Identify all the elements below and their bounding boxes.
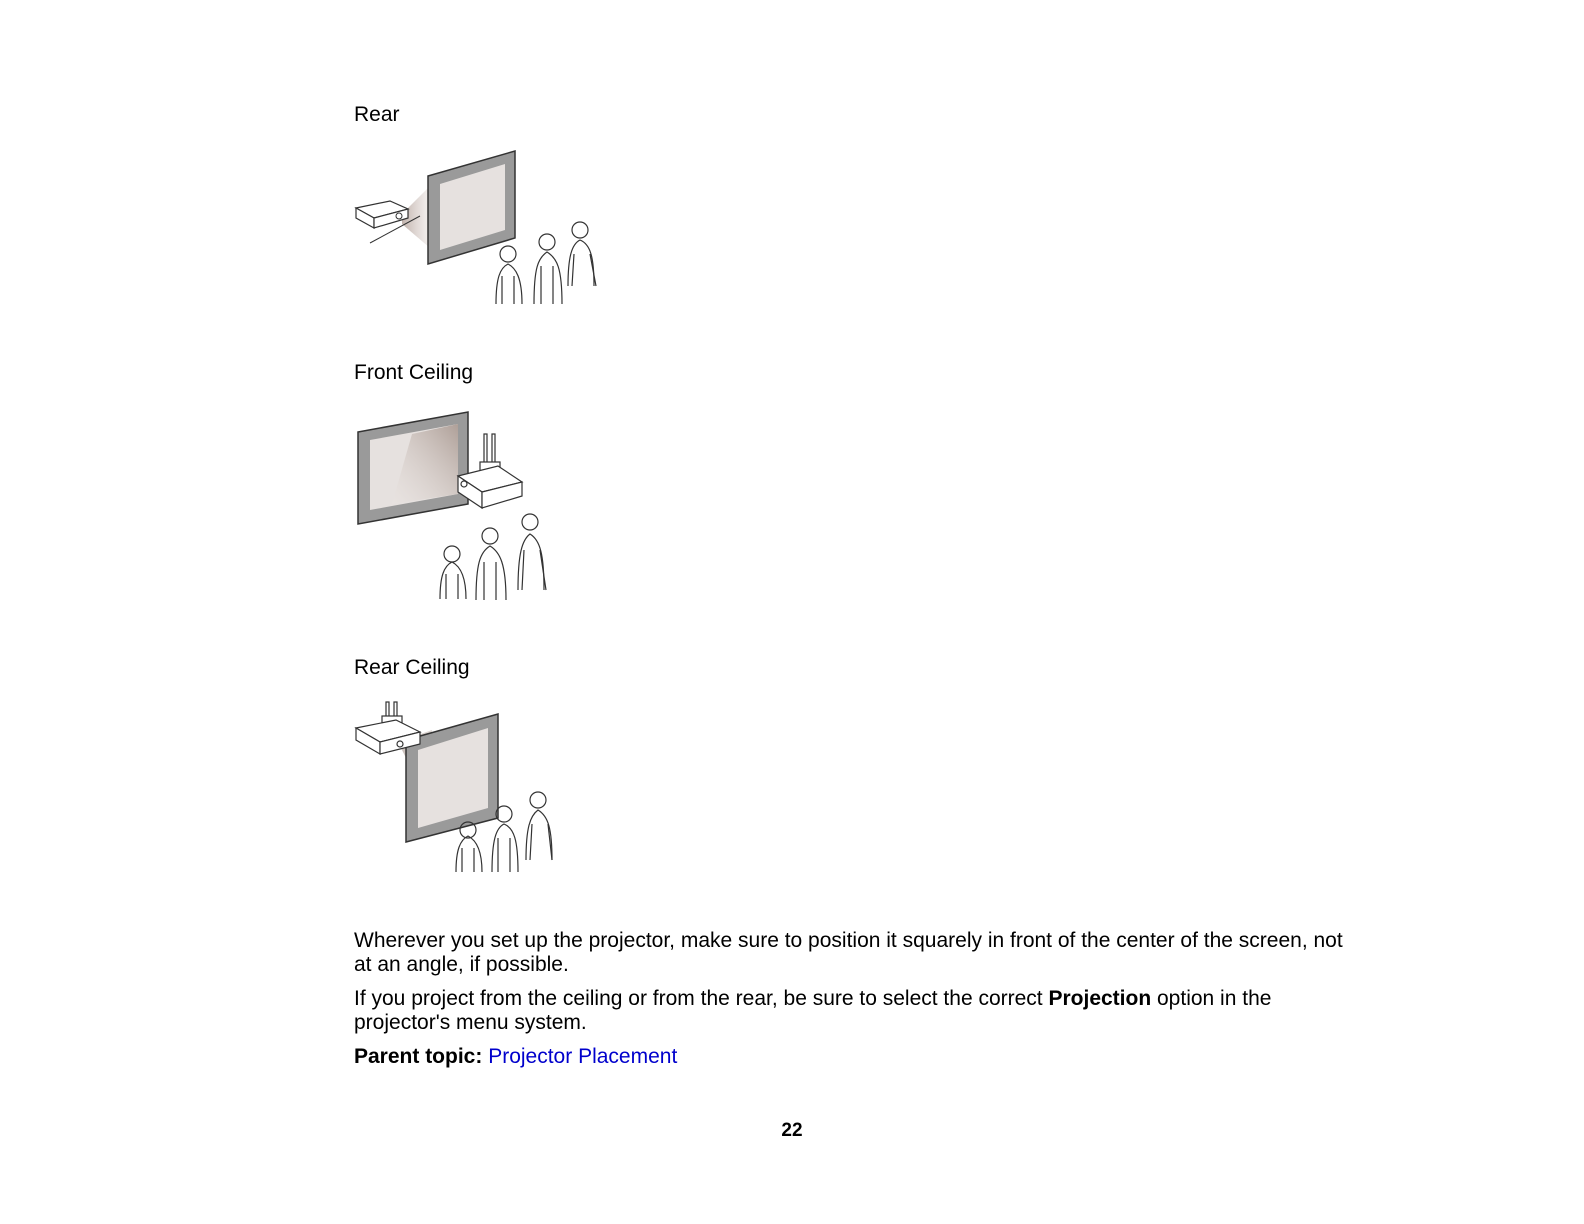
paragraph-text-before: If you project from the ceiling or from the rear, be sure to select the correct	[354, 987, 1049, 1010]
section-heading-rear-ceiling: Rear Ceiling	[354, 656, 470, 679]
rear-projection-illustration	[352, 146, 612, 311]
projector-icon	[356, 201, 408, 228]
section-heading-rear: Rear	[354, 103, 400, 126]
projector-placement-link[interactable]: Projector Placement	[488, 1045, 678, 1068]
front-ceiling-projection-illustration	[352, 404, 552, 604]
paragraph-position-advice: Wherever you set up the projector, make sure to position it squarely in front of the center of the screen, not at an angle, if possible.	[354, 929, 1343, 976]
audience-icon	[440, 514, 546, 600]
page-number: 22	[781, 1120, 803, 1141]
paragraph-text-after: option in the projector's menu system.	[354, 987, 1272, 1034]
paragraph-projection-setting	[354, 987, 1354, 1035]
projection-option-name: Projection	[1048, 987, 1152, 1010]
parent-topic	[354, 1045, 1354, 1069]
rear-ceiling-projection-illustration	[352, 700, 557, 880]
parent-topic-label: Parent topic:	[354, 1045, 483, 1068]
section-heading-front-ceiling: Front Ceiling	[354, 361, 474, 384]
